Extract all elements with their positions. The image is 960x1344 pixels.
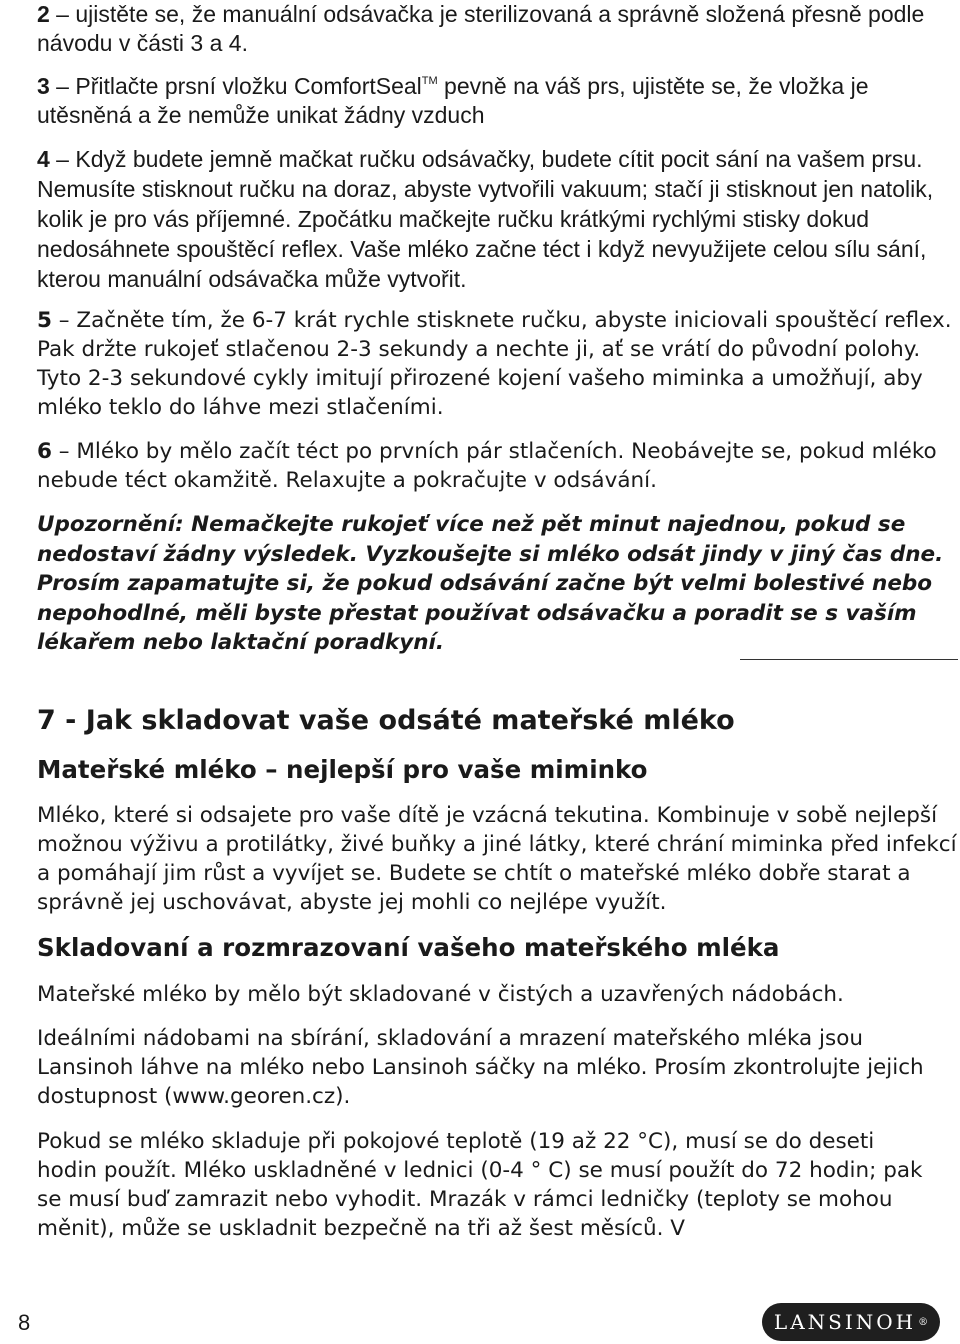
step-text: pevně na váš prs, ujistěte se, že vložka je utěsněná a že nemůže unikat žádny vzduch [37, 73, 869, 128]
step-text: – ujistěte se, že manuální odsávačka je sterilizovaná a správně složená přesně podle návodu v části 3 a 4. [37, 1, 925, 56]
step-text: – Začněte tím, že 6-7 krát rychle stisknete ručku, abyste iniciovali spouštěcí reflex. Pak držte rukojeť stlačenou 2-3 sekundy a nechte ji, ať se vrátí do původní polohy. Tyto 2-3 sekundové cykly imitují přirozené kojení vašeho miminka a umožňují, aby mléko teklo do láhve mezi stlačeními. [37, 308, 952, 420]
section-subtitle: Mateřské mléko – nejlepší pro vaše miminko [37, 755, 648, 784]
step-3 [37, 72, 937, 130]
step-text: – Když budete jemně mačkat ručku odsávačky, budete cítit pocit sání na vašem prsu. [49, 146, 923, 172]
trademark-mark: TM [421, 75, 438, 87]
step-number: 3 [37, 73, 50, 99]
paragraph: Mateřské mléko by mělo být skladované v čistých a uzavřených nádobách. [37, 982, 844, 1007]
step-number: 5 [37, 308, 52, 333]
step-5 [37, 306, 955, 422]
paragraph: Mléko, které si odsajete pro vaše dítě je vzácná tekutina. Kombinuje v sobě nejlepší možnou výživu a protilátky, živé buňky a jiné látky, které chrání miminka před infekcí a pomáhají jim růst a vyvíjet se. Budete se chtít o mateřské mléko dobře starat a správně jej uschovávat, abyste jej mohli co nejlépe využít. [37, 803, 957, 915]
step-2 [37, 0, 937, 58]
lansinoh-logo [762, 1303, 940, 1341]
step-text-continued: Nemusíte stisknout ručku na doraz, abyste vytvořili vakuum; stačí ji stisknout jen natolik, kolik je pro vás příjemné. Zpočátku mačkejte ručku krátkými rychlými stisky dokud nedosáhnete spouštěcí reflex. Vaše mléko začne téct i když nevyužijete celou sílu sání, kterou manuální odsávačka může vytvořit. [37, 176, 934, 292]
registered-mark: ® [918, 1316, 929, 1328]
step-number: 4 [37, 146, 50, 172]
page-number: 8 [18, 1310, 31, 1335]
paragraph: Ideálními nádobami na sbírání, skladování a mrazení mateřského mléka jsou Lansinoh láhve na mléko nebo Lansinoh sáčky na mléko. Prosím zkontrolujte jejich dostupnost (www.georen.cz). [37, 1026, 924, 1109]
warning-note: Upozornění: Nemačkejte rukojeť více než pět minut najednou, pokud se nedostaví žádny výsledek. Vyzkoušejte si mléko odsát jindy v jiný čas dne. Prosím zapamatujte si, že pokud odsávání začne být velmi bolestivé nebo nepohodlné, měli byste přestat používat odsávačku a poradit se s vaším lékařem nebo laktační poradkyní. [37, 512, 944, 655]
logo-text: LANSINOH [773, 1310, 917, 1334]
step-number: 2 [37, 1, 50, 27]
step-text: – Mléko by mělo začít téct po prvních pár stlačeních. Neobávejte se, pokud mléko nebude téct okamžitě. Relaxujte a pokračujte v odsávání. [37, 439, 937, 493]
step-6 [37, 437, 937, 495]
section-subtitle: Skladovaní a rozmrazovaní vašeho mateřského mléka [37, 933, 780, 962]
section-title: 7 - Jak skladovat vaše odsáté mateřské mléko [37, 705, 735, 736]
step-text: – Přitlačte prsní vložku ComfortSeal [49, 73, 422, 99]
step-4 [37, 145, 937, 295]
step-number: 6 [37, 439, 52, 464]
paragraph: Pokud se mléko skladuje při pokojové teplotě (19 až 22 °C), musí se do deseti hodin použít. Mléko uskladněné v lednici (0-4 ° C) se musí použít do 72 hodin; pak se musí buď zamrazit nebo vyhodit. Mrazák v rámci ledničky (teploty se mohou měnit), může se uskladnit bezpečně na tři až šest měsíců. V [37, 1129, 923, 1241]
divider [740, 659, 958, 660]
